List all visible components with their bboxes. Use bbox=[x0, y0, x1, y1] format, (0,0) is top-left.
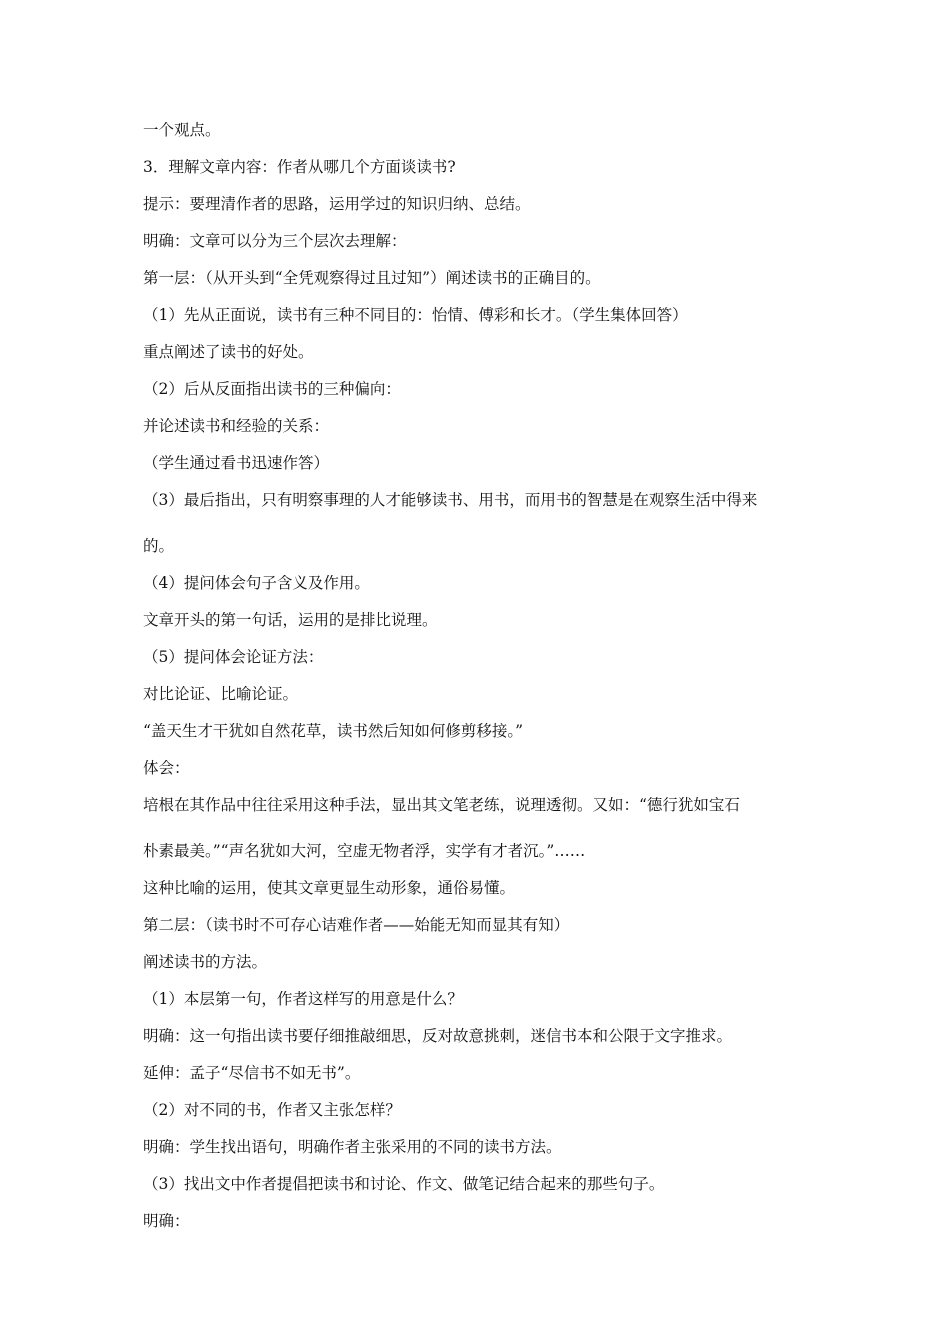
text-line: 并论述读书和经验的关系： bbox=[143, 417, 330, 435]
text-line: 明确： bbox=[143, 1212, 190, 1230]
text-line: 体会： bbox=[143, 759, 190, 777]
text-line: （3）找出文中作者提倡把读书和讨论、作文、做笔记结合起来的那些句子。 bbox=[143, 1175, 665, 1193]
text-line: 延伸：孟子“尽信书不如无书”。 bbox=[143, 1064, 361, 1082]
text-line: 一个观点。 bbox=[143, 121, 221, 139]
document-body bbox=[143, 120, 813, 1231]
text-line: 的。 bbox=[143, 537, 175, 555]
text-line: 重点阐述了读书的好处。 bbox=[143, 343, 314, 361]
text-line: 提示：要理清作者的思路，运用学过的知识归纳、总结。 bbox=[143, 195, 531, 213]
text-line: （5）提问体会论证方法： bbox=[143, 648, 324, 666]
text-line: （3）最后指出，只有明察事理的人才能够读书、用书，而用书的智慧是在观察生活中得来 bbox=[143, 491, 758, 509]
text-line: （4）提问体会句子含义及作用。 bbox=[143, 574, 370, 592]
text-line: 明确：这一句指出读书要仔细推敲细思，反对故意挑刺，迷信书本和公限于文字推求。 bbox=[143, 1027, 733, 1045]
text-line: 文章开头的第一句话，运用的是排比说理。 bbox=[143, 611, 438, 629]
text-line: 3．理解文章内容：作者从哪几个方面谈读书? bbox=[143, 158, 456, 176]
text-line: 培根在其作品中往往采用这种手法，显出其文笔老练，说理透彻。又如：“德行犹如宝石 bbox=[143, 796, 740, 814]
text-line: 这种比喻的运用，使其文章更显生动形象，通俗易懂。 bbox=[143, 879, 516, 897]
text-line: 对比论证、比喻论证。 bbox=[143, 685, 299, 703]
text-line: 第一层：（从开头到“全凭观察得过且过知”）阐述读书的正确目的。 bbox=[143, 269, 601, 287]
text-line: （学生通过看书迅速作答） bbox=[143, 454, 330, 472]
text-line: （1）本层第一句，作者这样写的用意是什么？ bbox=[143, 990, 463, 1008]
text-line: 明确：学生找出语句，明确作者主张采用的不同的读书方法。 bbox=[143, 1138, 562, 1156]
text-line: （2）对不同的书，作者又主张怎样？ bbox=[143, 1101, 401, 1119]
text-line: 第二层：（读书时不可存心诘难作者——始能无知而显其有知） bbox=[143, 916, 570, 934]
text-line: 明确：文章可以分为三个层次去理解： bbox=[143, 232, 407, 250]
text-line: 朴素最美。”“声名犹如大河，空虚无物者浮，实学有才者沉。”…… bbox=[143, 842, 586, 860]
text-line: （1）先从正面说，读书有三种不同目的：怡情、傅彩和长才。（学生集体回答） bbox=[143, 306, 688, 324]
text-line: （2）后从反面指出读书的三种偏向： bbox=[143, 380, 401, 398]
text-line: 阐述读书的方法。 bbox=[143, 953, 268, 971]
text-line: “盖天生才干犹如自然花草，读书然后知如何修剪移接。” bbox=[143, 722, 524, 740]
